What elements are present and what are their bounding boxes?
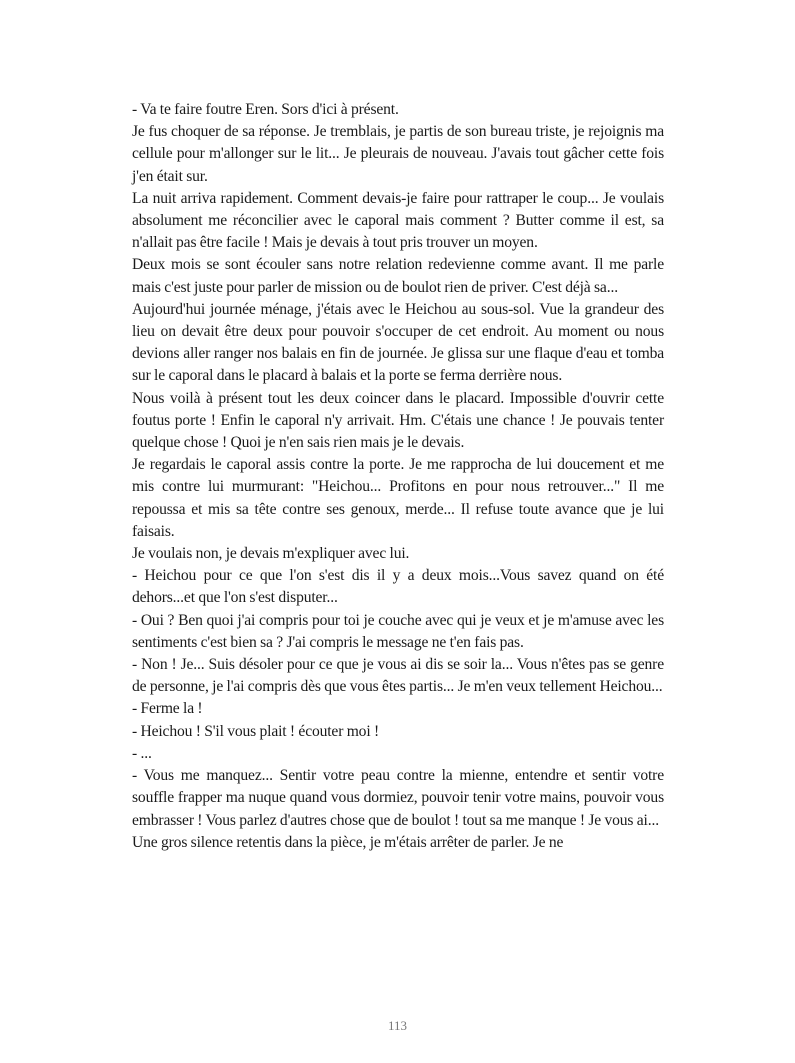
- paragraph: - Heichou pour ce que l'on s'est dis il y a deux mois...Vous savez quand on été dehors...et que l'on s'est disputer...: [132, 567, 664, 607]
- paragraph: Une gros silence retentis dans la pièce, je m'étais arrêter de parler. Je ne: [132, 833, 564, 851]
- paragraph: La nuit arriva rapidement. Comment devais-je faire pour rattraper le coup... Je voulais absolument me réconcilier avec le caporal mais comment ? Butter comme il est, sa n'allait pas être facile ! Mais je devais à tout pris trouver un moyen.: [132, 189, 664, 252]
- paragraph: Je fus choquer de sa réponse. Je tremblais, je partis de son bureau triste, je rejoignis ma cellule pour m'allonger sur le lit... Je pleurais de nouveau. J'avais tout gâcher cette fois j'en était sur.: [132, 123, 664, 185]
- paragraph: - Vous me manquez... Sentir votre peau contre la mienne, entendre et sentir votre souffle frapper ma nuque quand vous dormiez, pouvoir tenir votre mains, pouvoir vous embrasser ! Vous parlez d'autres chose que de boulot ! tout sa me manque ! Je vous ai...: [132, 767, 664, 829]
- body-text: [132, 99, 664, 854]
- paragraph: - Oui ? Ben quoi j'ai compris pour toi je couche avec qui je veux et je m'amuse avec les sentiments c'est bien sa ? J'ai compris le message ne t'en fais pas.: [132, 611, 664, 651]
- page-number: 113: [387, 1018, 408, 1033]
- paragraph: - Heichou ! S'il vous plait ! écouter moi !: [132, 722, 379, 740]
- paragraph: Nous voilà à présent tout les deux coincer dans le placard. Impossible d'ouvrir cette foutus porte ! Enfin le caporal n'y arrivait. Hm. C'étais une chance ! Je pouvais tenter quelque chose ! Quoi je n'en sais rien mais je le devais.: [132, 389, 664, 452]
- paragraph: - ...: [132, 744, 152, 762]
- paragraph: - Va te faire foutre Eren. Sors d'ici à présent.: [132, 101, 399, 118]
- paragraph: - Ferme la !: [132, 700, 203, 718]
- paragraph: Je voulais non, je devais m'expliquer avec lui.: [132, 545, 410, 563]
- paragraph: Je regardais le caporal assis contre la porte. Je me rapprocha de lui doucement et me mis contre lui murmurant: "Heichou... Profitons en pour nous retrouver..." Il me repoussa et mis sa tête contre ses genoux, merde... Il refuse toute avance que je lui faisais.: [132, 456, 664, 540]
- paragraph: - Non ! Je... Suis désoler pour ce que je vous ai dis se soir la... Vous n'êtes pas se genre de personne, je l'ai compris dès que vous êtes partis... Je m'en veux tellement Heichou...: [132, 656, 664, 696]
- paragraph: Aujourd'hui journée ménage, j'étais avec le Heichou au sous-sol. Vue la grandeur des lieu on devait être deux pour pouvoir s'occuper de cet endroit. Au moment ou nous devions aller ranger nos balais en fin de journée. Je glissa sur une flaque d'eau et tomba sur le caporal dans le placard à balais et la porte se ferma derrière nous.: [132, 300, 664, 385]
- paragraph: Deux mois se sont écouler sans notre relation redevienne comme avant. Il me parle mais c'est juste pour parler de mission ou de boulot rien de priver. C'est déjà sa...: [132, 256, 664, 296]
